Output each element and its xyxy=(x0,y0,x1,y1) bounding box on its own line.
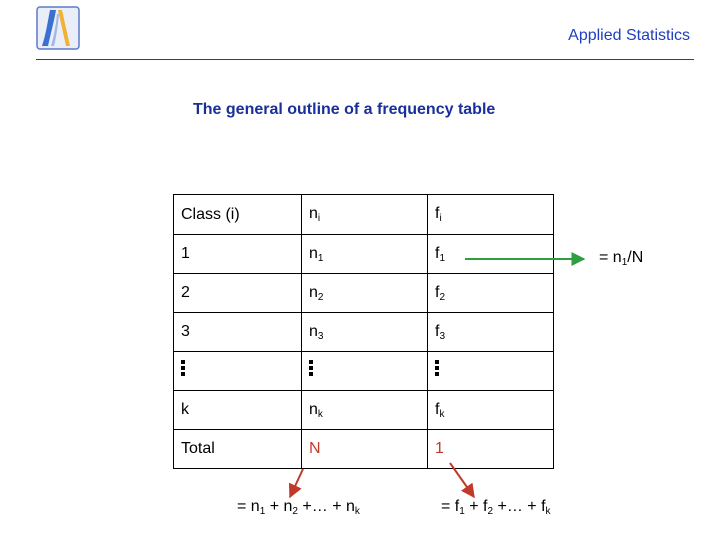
cell-f: $f_1$ xyxy=(428,235,554,274)
cell-n: $n_1$ xyxy=(302,235,428,274)
n-sum-arrow xyxy=(290,469,303,497)
total-n: N xyxy=(302,430,428,469)
header-class: Class (i) xyxy=(174,195,302,235)
cell-f: $f_k$ xyxy=(428,391,554,430)
n-sum-annotation: = $n_1 + n_2$ +… + $n_k$ xyxy=(237,498,360,517)
cell-n: $n_k$ xyxy=(302,391,428,430)
cell-class: 1 xyxy=(174,235,302,274)
header-n: $n_i$ xyxy=(302,195,428,235)
cell-class: k xyxy=(174,391,302,430)
total-f: 1 xyxy=(428,430,554,469)
cell-f: $f_3$ xyxy=(428,313,554,352)
total-label: Total xyxy=(174,430,302,469)
cell-f: $f_2$ xyxy=(428,274,554,313)
header-f: $f_i$ xyxy=(428,195,554,235)
f-sum-annotation: = $f_1 + f_2$ +… + $f_k$ xyxy=(441,498,551,517)
ratio-annotation: = $n_1/N$ xyxy=(599,249,644,268)
cell-class: 3 xyxy=(174,313,302,352)
cell-n: $n_2$ xyxy=(302,274,428,313)
cell-class: 2 xyxy=(174,274,302,313)
header-title: Applied Statistics xyxy=(568,27,690,44)
slide-title: The general outline of a frequency table xyxy=(193,101,496,118)
cell-n: $n_3$ xyxy=(302,313,428,352)
f-sum-arrow xyxy=(450,463,474,497)
